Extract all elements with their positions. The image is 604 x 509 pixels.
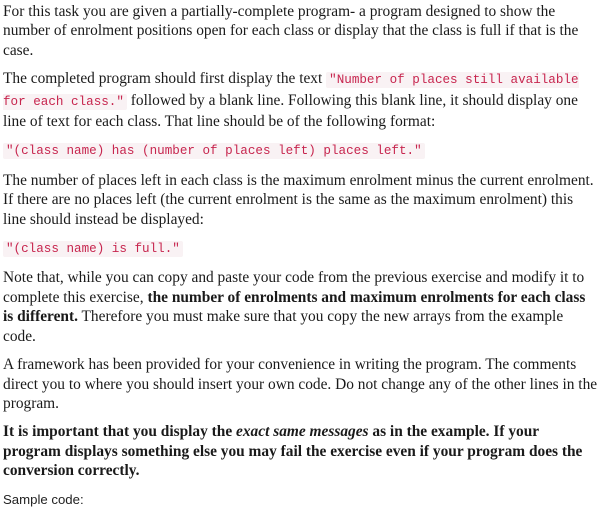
places-left-paragraph: The number of places left in each class is the maximum enrolment minus the current enrolment. If there are no places left (the current enrolment is the same as the maximum enrolment) this line should instead be displayed:: [3, 171, 594, 228]
important-bold-text: [3, 423, 582, 479]
format-line-code: "(class name) has (number of places left) places left.": [3, 143, 425, 159]
full-line-block: [3, 238, 599, 259]
important-text-before: It is important that you display the: [3, 423, 237, 441]
display-paragraph: [3, 69, 599, 131]
assignment-instructions: [3, 2, 599, 509]
note-text-after: Therefore you must make sure that you copy the new arrays from the example code.: [3, 308, 564, 345]
display-text-after: followed by a blank line. Following this blank line, it should display one line of text for each class. That line should be of the following format:: [3, 91, 578, 131]
format-line-block: [3, 140, 599, 161]
display-code-snippet: "Number of places still available for each class.": [3, 73, 579, 109]
display-text-before: The completed program should first display the text: [3, 70, 327, 88]
sample-code-label: Sample code:: [3, 491, 84, 507]
important-paragraph: [3, 422, 599, 480]
full-line-code: "(class name) is full.": [3, 241, 183, 257]
intro-paragraph: For this task you are given a partially-complete program- a program designed to show the number of enrolment positions open for each class or display that the class is full if that is the case.: [3, 3, 579, 59]
note-text-before: Note that, while you can copy and paste your code from the previous exercise and modify it to complete this exercise,: [3, 269, 585, 306]
important-text-after: as in the example. If your program displays something else you may fail the exercise even if your program does the conversion correctly.: [3, 423, 583, 480]
note-paragraph: [3, 268, 599, 346]
note-bold-text: the number of enrolments and maximum enrolments for each class is different.: [3, 288, 586, 326]
important-italic-text: exact same messages: [236, 423, 369, 441]
framework-paragraph: A framework has been provided for your convenience in writing the program. The comments direct you to where you should insert your own code. Do not change any of the other lines in the program.: [3, 356, 598, 412]
